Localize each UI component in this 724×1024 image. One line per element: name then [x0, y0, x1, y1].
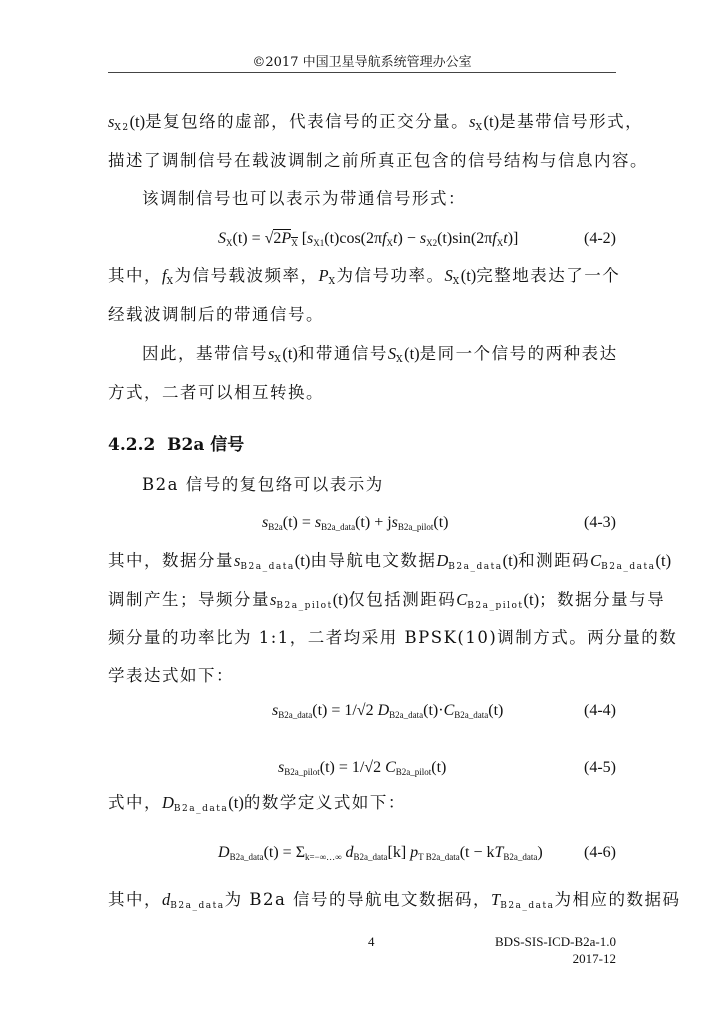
math-segment: (t): [502, 551, 519, 570]
math-segment: B2a: [268, 522, 283, 532]
math-segment: B2a_pilot: [397, 522, 434, 532]
math-segment: (t): [404, 344, 420, 363]
math-segment: X2: [114, 123, 130, 133]
text-run: 学表达式如下：: [108, 666, 234, 685]
text-run: 方式，二者可以相互转换。: [108, 383, 324, 402]
equation-number: (4-4): [584, 702, 616, 719]
text-run: 是复包络的虚部，代表信号的正交分量。: [145, 112, 470, 131]
math-segment: B2a_data: [601, 562, 656, 572]
math-segment: (t): [488, 702, 504, 719]
math-segment: (t): [282, 344, 298, 363]
math-segment: T B2a_data: [418, 852, 460, 862]
text-run: 经载波调制后的带通信号。: [108, 305, 324, 324]
text-run: 其中，: [108, 890, 162, 909]
math-segment: (t): [460, 266, 477, 285]
math-segment: B2a_data: [321, 522, 356, 532]
math-segment: T: [491, 890, 501, 909]
text-run: 是同一个信号的两种表达: [419, 344, 618, 363]
math-segment: B2a_pilot: [284, 767, 320, 777]
math-segment: B2a_data: [170, 901, 225, 911]
math-segment: X: [386, 238, 394, 248]
math-segment: (t): [655, 551, 672, 570]
math-segment: p: [410, 844, 419, 861]
math-segment: d: [345, 844, 354, 861]
math-segment: X: [226, 238, 233, 248]
paragraph-line: [108, 589, 666, 617]
doc-id: BDS-SIS-ICD-B2a-1.0: [495, 934, 616, 949]
math-segment: X: [328, 277, 337, 287]
paragraph-line: [142, 188, 650, 210]
text-run: 式中，: [108, 793, 162, 812]
math-segment: s: [234, 551, 241, 570]
math-segment: (t): [332, 590, 349, 609]
math-segment: B2a_data: [278, 710, 313, 720]
math-segment: (t): [228, 793, 244, 812]
math-segment: (t): [483, 112, 500, 131]
math-segment: s: [307, 230, 314, 247]
equation-number: (4-3): [584, 514, 616, 531]
math-segment: D: [436, 551, 449, 570]
doc-date: 2017-12: [572, 951, 616, 966]
math-segment: f: [162, 266, 167, 285]
text-run: ；数据分量与导: [539, 590, 666, 609]
text-run: 和带通信号: [297, 344, 388, 363]
page-header: ©2017 中国卫星导航系统管理办公室: [252, 55, 472, 70]
paragraph-line: [108, 265, 621, 293]
math-segment: (t) = Σ: [263, 844, 305, 861]
math-segment: s: [469, 112, 476, 131]
math-segment: B2a_data: [240, 562, 295, 572]
math-segment: s: [262, 514, 269, 531]
text-run: B2a 信号的复包络可以表示为: [142, 475, 384, 494]
math-segment: B2a_pilot: [467, 601, 524, 611]
math-segment: f: [382, 230, 387, 247]
section-number: 4.2.2: [108, 435, 156, 455]
text-run: 为相应的数据码: [554, 890, 681, 909]
math-segment: D: [218, 844, 230, 861]
paragraph-line: [108, 304, 616, 326]
paragraph-line: [108, 550, 672, 578]
math-segment: B2a_data: [448, 562, 503, 572]
math-segment: D: [162, 793, 174, 812]
math-segment: 2: [273, 230, 282, 247]
math-segment: (t) = 1/√2: [312, 702, 378, 719]
equation: [272, 700, 503, 726]
equation-number: (4-5): [584, 759, 616, 776]
math-segment: k=−∞…∞: [305, 852, 342, 862]
math-segment: X1: [313, 238, 325, 248]
math-segment: s: [272, 702, 279, 719]
math-segment: X: [291, 238, 298, 248]
paragraph-line: [108, 665, 616, 687]
math-segment: (t): [294, 551, 311, 570]
math-segment: X2: [426, 238, 438, 248]
math-segment: ): [537, 844, 543, 861]
math-segment: d: [162, 890, 171, 909]
math-segment: B2a_data: [173, 804, 229, 814]
math-segment: s: [419, 230, 427, 247]
math-segment: D: [377, 702, 390, 719]
math-segment: (t − k: [459, 844, 495, 861]
text-run: 频分量的功率比为 1:1，二者均采用 BPSK(10)调制方式。两分量的数: [108, 628, 678, 647]
text-run: 描述了调制信号在载波调制之前所真正包含的信号结构与信息内容。: [108, 151, 648, 170]
math-segment: T: [494, 844, 504, 861]
text-run: 仅包括测距码: [348, 590, 457, 609]
text-run: 为信号功率。: [336, 266, 445, 285]
section-heading: [108, 430, 244, 455]
math-segment: B2a_data: [353, 852, 388, 862]
math-segment: s: [108, 112, 115, 131]
math-segment: (t): [431, 759, 447, 776]
math-segment: B2a_data: [503, 852, 538, 862]
math-segment: S: [218, 230, 226, 247]
math-segment: t: [503, 230, 508, 247]
math-segment: s: [268, 344, 275, 363]
math-segment: B2a_pilot: [276, 601, 333, 611]
math-segment: )]: [507, 230, 519, 247]
math-segment: S: [387, 344, 397, 363]
text-run: 和测距码: [518, 551, 591, 570]
math-segment: (t) + j: [355, 514, 392, 531]
math-segment: X: [496, 238, 504, 248]
math-segment: X: [396, 355, 405, 365]
equation: [278, 757, 446, 783]
paragraph-line: [108, 627, 678, 649]
math-segment: B2a_pilot: [395, 767, 432, 777]
text-run: 该调制信号也可以表示为带通信号形式：: [142, 189, 466, 208]
math-segment: B2a_data: [454, 710, 489, 720]
math-segment: (t)·: [423, 702, 444, 719]
math-segment: X: [475, 123, 484, 133]
text-run: 其中，: [108, 266, 162, 285]
text-run: 其中，数据分量: [108, 551, 234, 570]
math-segment: (t): [129, 112, 146, 131]
text-run: 是基带信号形式，: [499, 112, 644, 131]
equation: [262, 512, 449, 538]
equation: [218, 842, 543, 868]
math-segment: C: [385, 759, 396, 776]
math-segment: (t)sin(2π: [437, 230, 493, 247]
equation-number: (4-2): [584, 230, 616, 247]
paragraph-line: [142, 343, 650, 371]
paragraph-line: [142, 474, 650, 496]
text-run: 完整地表达了一个: [476, 266, 621, 285]
math-segment: (t): [433, 514, 449, 531]
header-rule: [108, 72, 616, 73]
section-title: B2a 信号: [167, 435, 245, 455]
math-segment: [: [297, 230, 308, 247]
math-segment: B2a_data: [500, 901, 555, 911]
text-run: 为信号载波频率，: [174, 266, 319, 285]
paragraph-line: [108, 889, 681, 917]
text-run: 的数学定义式如下：: [243, 793, 406, 812]
math-segment: s: [270, 590, 277, 609]
math-segment: s: [314, 514, 322, 531]
math-segment: s: [278, 759, 285, 776]
math-segment: X: [452, 277, 461, 287]
math-segment: t: [393, 230, 398, 247]
math-segment: (t) =: [282, 514, 315, 531]
page-number: 4: [368, 934, 375, 949]
equation-number: (4-6): [584, 844, 616, 861]
math-segment: (t)cos(2π: [324, 230, 383, 247]
equation: [218, 228, 518, 254]
math-segment: C: [443, 702, 455, 719]
math-segment: f: [492, 230, 497, 247]
math-segment: X: [274, 355, 283, 365]
paragraph-line: [108, 382, 616, 404]
math-segment: X: [166, 277, 175, 287]
math-segment: B2a_data: [389, 710, 424, 720]
math-segment: P: [281, 230, 292, 247]
math-segment: S: [444, 266, 453, 285]
math-segment: ) −: [397, 230, 420, 247]
text-run: 由导航电文数据: [310, 551, 437, 570]
paragraph-line: [108, 792, 616, 820]
paragraph-line: [108, 150, 648, 172]
math-segment: C: [590, 551, 602, 570]
math-segment: (t) = √: [232, 230, 274, 247]
text-run: 调制产生；导频分量: [108, 590, 270, 609]
math-segment: s: [391, 514, 398, 531]
math-segment: B2a_data: [229, 852, 264, 862]
math-segment: P: [318, 266, 329, 285]
text-run: 因此，基带信号: [142, 344, 268, 363]
math-segment: [k]: [387, 844, 411, 861]
math-segment: C: [456, 590, 468, 609]
math-segment: (t): [523, 590, 540, 609]
math-segment: (t) = 1/√2: [319, 759, 386, 776]
paragraph-line: [108, 111, 644, 139]
text-run: 为 B2a 信号的导航电文数据码，: [224, 890, 492, 909]
